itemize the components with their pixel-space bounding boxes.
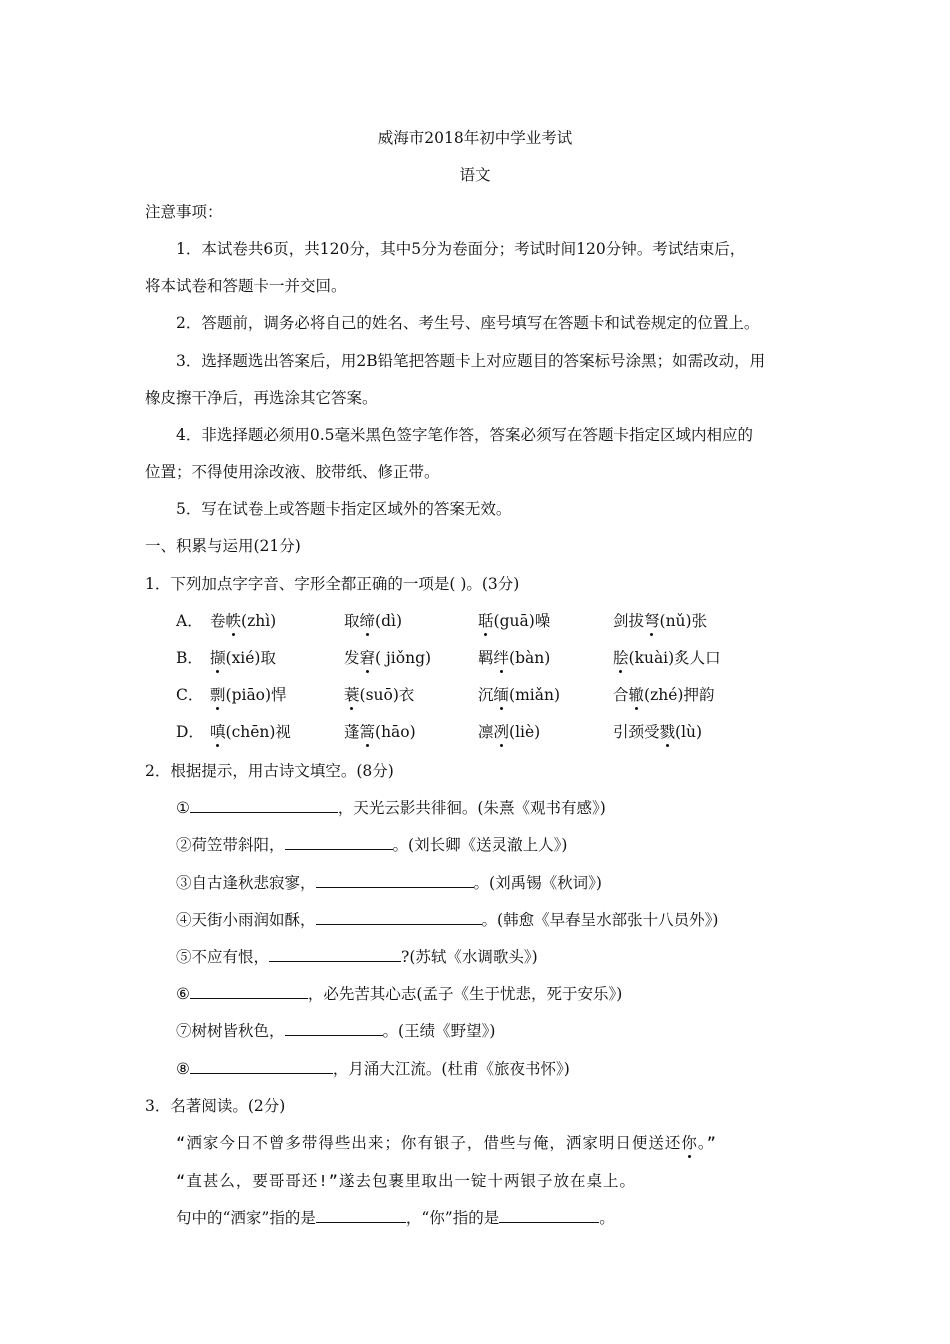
option-word: 发窘( jiǒng) (344, 649, 432, 667)
option-word: 卷帙(zhì) (210, 612, 277, 630)
dotted-char: 绊 (493, 649, 510, 667)
quote-line-1: “洒家今日不曾多带得些出来；你有银子，借些与俺，洒家明日便送还你。” (176, 1134, 717, 1152)
option-label[interactable]: C． (176, 686, 204, 704)
section-heading: 一、积累与运用(21分) (145, 537, 301, 555)
notice-item-4-cont: 位置；不得使用涂改液、胶带纸、修正带。 (145, 463, 440, 481)
fill-item-1: ① ，天光云影共徘徊。(朱熹《观书有感》) (176, 799, 606, 817)
option-word: 凛冽(liè) (478, 723, 541, 741)
notice-item-5: 5．写在试卷上或答题卡指定区域外的答案无效。 (176, 500, 512, 518)
dotted-char: 窘 (359, 649, 376, 667)
dotted-char: 弩 (644, 612, 660, 630)
question-3-ask: 句中的“洒家”指的是 ，“你”指的是 。 (176, 1209, 615, 1227)
option-word: 聒(guā)噪 (478, 612, 551, 630)
option-word: 引颈受戮(lù) (613, 723, 703, 741)
dotted-char: 脍 (613, 649, 629, 667)
answer-blank[interactable] (316, 872, 474, 888)
fill-item-4: ④天街小雨润如酥， 。(韩愈《早春呈水部张十八员外》) (176, 911, 719, 929)
fill-item-5: ⑤不应有恨， ?(苏轼《水调歌头》) (176, 948, 538, 966)
option-word: 取缔(dì) (344, 612, 403, 630)
option-word: 撷(xié)取 (210, 649, 276, 667)
dotted-char: 嗔 (210, 723, 226, 741)
subject-title: 语文 (459, 166, 491, 184)
notice-item-3: 3．选择题选出答案后，用2B铅笔把答题卡上对应题目的答案标号涂黑；如需改动，用 (176, 352, 766, 370)
answer-blank[interactable] (269, 946, 401, 962)
dotted-char: 帙 (225, 612, 242, 630)
fill-item-2: ②荷笠带斜阳， 。(刘长卿《送灵澈上人》) (176, 836, 568, 854)
notice-heading: 注意事项： (145, 203, 223, 221)
question-2-stem: 2．根据提示，用古诗文填空。(8分) (145, 762, 394, 780)
option-word: 脍(kuài)炙人口 (613, 649, 721, 667)
answer-blank[interactable] (316, 909, 482, 925)
question-1-stem: 1．下列加点字字音、字形全都正确的一项是( )。(3分) (145, 575, 520, 593)
option-label[interactable]: B． (176, 649, 203, 667)
notice-item-1-cont: 将本试卷和答题卡一并交回。 (145, 277, 347, 295)
option-word: 合辙(zhé)押韵 (613, 686, 715, 704)
answer-blank[interactable] (190, 983, 308, 999)
option-label[interactable]: D． (176, 723, 204, 741)
quote-line-2: “直甚么，要哥哥还!”遂去包裹里取出一锭十两银子放在桌上。 (176, 1172, 636, 1190)
answer-blank[interactable] (285, 834, 393, 850)
notice-item-3-cont: 橡皮擦干净后，再选涂其它答案。 (145, 389, 378, 407)
question-3-stem: 3．名著阅读。(2分) (145, 1097, 286, 1115)
dotted-char: 篙 (359, 723, 376, 741)
notice-item-4: 4．非选择题必须用0.5毫米黑色签字笔作答，答案必须写在答题卡指定区域内相应的 (176, 426, 754, 444)
option-word: 蓬篙(hāo) (344, 723, 416, 741)
dotted-char: 剽 (210, 686, 226, 704)
answer-blank[interactable] (190, 797, 338, 813)
notice-item-1: 1．本试卷共6页，共120分，其中5分为卷面分；考试时间120分钟。考试结束后， (176, 240, 746, 258)
dotted-char: 戮 (659, 723, 676, 741)
answer-blank[interactable] (190, 1058, 333, 1074)
dotted-char: 冽 (493, 723, 510, 741)
fill-item-8: ⑧ ，月涌大江流。(杜甫《旅夜书怀》) (176, 1060, 570, 1078)
notice-item-2: 2．答题前，调务必将自己的姓名、考生号、座号填写在答题卡和试卷规定的位置上。 (176, 314, 760, 332)
fill-item-6: ⑥ ，必先苦其心志(孟子《生于忧悲，死于安乐》) (176, 985, 623, 1003)
fill-item-3: ③自古逢秋悲寂寥， 。(刘禹锡《秋词》) (176, 874, 602, 892)
exam-title: 威海市2018年初中学业考试 (377, 129, 573, 147)
answer-blank[interactable] (499, 1207, 599, 1223)
option-word: 剑拔弩(nǔ)张 (613, 612, 708, 630)
fill-item-7: ⑦树树皆秋色， 。(王绩《野望》) (176, 1022, 496, 1040)
dotted-char: 缔 (359, 612, 376, 630)
option-word: 剽(piāo)悍 (210, 686, 287, 704)
answer-blank[interactable] (285, 1020, 383, 1036)
option-word: 羁绊(bàn) (478, 649, 551, 667)
option-word: 沉缅(miǎn) (478, 686, 561, 704)
dotted-char: 蓑 (344, 686, 360, 704)
dotted-char: 辙 (628, 686, 645, 704)
option-word: 蓑(suō)衣 (344, 686, 415, 704)
answer-blank[interactable] (316, 1207, 406, 1223)
dotted-char: 聒 (478, 612, 494, 630)
dotted-char: 缅 (493, 686, 510, 704)
option-word: 嗔(chēn)视 (210, 723, 291, 741)
option-label[interactable]: A． (176, 612, 203, 630)
dotted-char: 撷 (210, 649, 226, 667)
